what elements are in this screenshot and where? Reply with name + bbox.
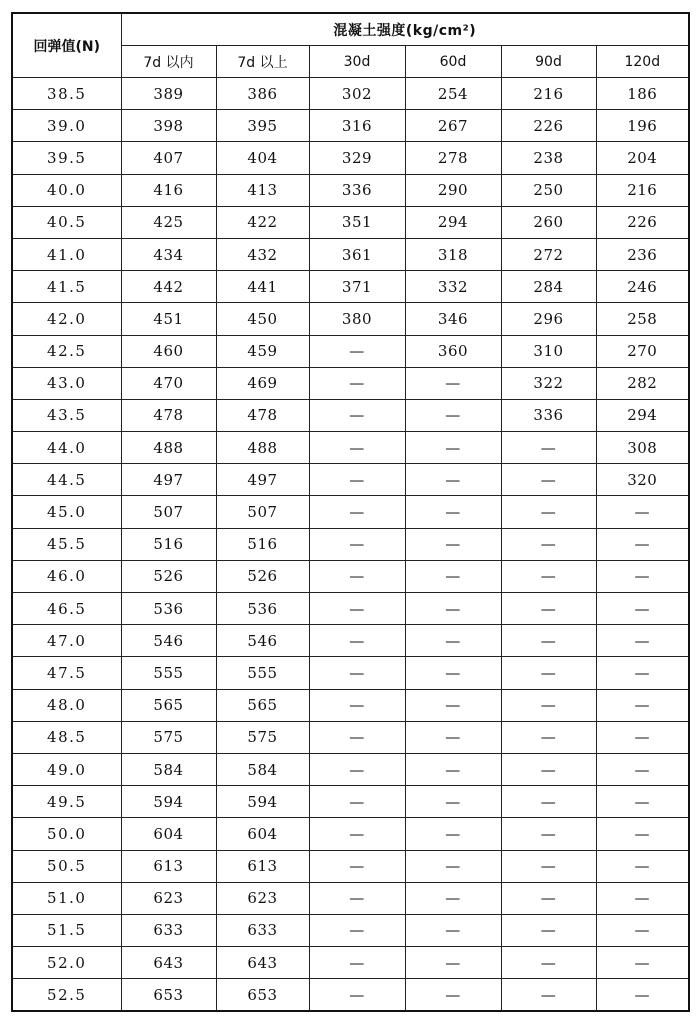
strength-cell: — (309, 979, 405, 1012)
strength-cell: — (309, 947, 405, 979)
strength-cell: — (596, 657, 689, 689)
strength-cell: — (501, 560, 596, 592)
strength-cell: 459 (216, 335, 309, 367)
table-row (12, 850, 689, 882)
strength-cell: 432 (216, 238, 309, 270)
rebound-value-cell: 49.0 (12, 753, 121, 785)
table-row (12, 753, 689, 785)
rebound-value-cell: 47.0 (12, 625, 121, 657)
strength-cell: — (596, 496, 689, 528)
strength-cell: — (309, 432, 405, 464)
strength-cell: 290 (405, 174, 501, 206)
strength-cell: — (405, 979, 501, 1012)
strength-cell: — (596, 882, 689, 914)
strength-cell: — (309, 593, 405, 625)
strength-cell: 594 (216, 786, 309, 818)
rebound-value-cell: 40.5 (12, 206, 121, 238)
rebound-value-cell: 44.0 (12, 432, 121, 464)
strength-cell: 395 (216, 110, 309, 142)
strength-cell: 380 (309, 303, 405, 335)
strength-cell: — (501, 432, 596, 464)
strength-cell: — (405, 947, 501, 979)
rebound-value-cell: 40.0 (12, 174, 121, 206)
strength-cell: 284 (501, 271, 596, 303)
strength-cell: 478 (121, 399, 216, 431)
strength-cell: 450 (216, 303, 309, 335)
strength-cell: — (309, 786, 405, 818)
table-header (12, 13, 689, 78)
table-row (12, 689, 689, 721)
strength-cell: 308 (596, 432, 689, 464)
strength-cell: — (596, 979, 689, 1012)
strength-cell: 536 (121, 593, 216, 625)
strength-cell: 322 (501, 367, 596, 399)
rebound-value-cell: 51.0 (12, 882, 121, 914)
strength-cell: 555 (121, 657, 216, 689)
strength-cell: 371 (309, 271, 405, 303)
strength-cell: — (309, 721, 405, 753)
strength-cell: — (501, 721, 596, 753)
strength-cell: — (309, 335, 405, 367)
strength-cell: 318 (405, 238, 501, 270)
strength-cell: — (501, 786, 596, 818)
strength-cell: 442 (121, 271, 216, 303)
strength-cell: 258 (596, 303, 689, 335)
strength-cell: 488 (216, 432, 309, 464)
strength-cell: — (501, 625, 596, 657)
strength-cell: 441 (216, 271, 309, 303)
strength-cell: — (501, 593, 596, 625)
strength-cell: 238 (501, 142, 596, 174)
strength-cell: 507 (121, 496, 216, 528)
strength-cell: 336 (501, 399, 596, 431)
strength-cell: — (309, 528, 405, 560)
strength-cell: 386 (216, 78, 309, 110)
strength-cell: 226 (501, 110, 596, 142)
strength-cell: — (309, 560, 405, 592)
strength-cell: — (405, 721, 501, 753)
strength-cell: — (405, 657, 501, 689)
age-header-120d: 120d (596, 46, 689, 78)
table-row (12, 78, 689, 110)
strength-cell: 507 (216, 496, 309, 528)
strength-cell: 451 (121, 303, 216, 335)
strength-cell: — (501, 914, 596, 946)
table-row (12, 110, 689, 142)
strength-cell: 278 (405, 142, 501, 174)
strength-cell: — (596, 753, 689, 785)
strength-cell: 546 (121, 625, 216, 657)
strength-cell: 250 (501, 174, 596, 206)
strength-cell: 272 (501, 238, 596, 270)
rebound-value-cell: 41.5 (12, 271, 121, 303)
strength-cell: 360 (405, 335, 501, 367)
table-row (12, 399, 689, 431)
strength-cell: 460 (121, 335, 216, 367)
strength-cell: 497 (216, 464, 309, 496)
table-row (12, 786, 689, 818)
strength-cell: — (596, 818, 689, 850)
strength-cell: — (405, 689, 501, 721)
rebound-value-cell: 47.5 (12, 657, 121, 689)
strength-cell: 653 (216, 979, 309, 1012)
table-row (12, 947, 689, 979)
strength-cell: 526 (121, 560, 216, 592)
strength-cell: 398 (121, 110, 216, 142)
strength-cell: — (405, 818, 501, 850)
strength-cell: — (501, 947, 596, 979)
strength-cell: 633 (121, 914, 216, 946)
strength-cell: 488 (121, 432, 216, 464)
rebound-value-cell: 52.5 (12, 979, 121, 1012)
strength-cell: — (405, 464, 501, 496)
strength-cell: — (405, 914, 501, 946)
table-row (12, 625, 689, 657)
table-row (12, 271, 689, 303)
strength-cell: 546 (216, 625, 309, 657)
strength-cell: 260 (501, 206, 596, 238)
strength-cell: — (309, 496, 405, 528)
strength-cell: 555 (216, 657, 309, 689)
strength-cell: 296 (501, 303, 596, 335)
strength-cell: 346 (405, 303, 501, 335)
strength-cell: — (501, 464, 596, 496)
strength-cell: 254 (405, 78, 501, 110)
strength-cell: — (596, 721, 689, 753)
strength-cell: 404 (216, 142, 309, 174)
strength-cell: 413 (216, 174, 309, 206)
strength-cell: — (405, 367, 501, 399)
table-row (12, 496, 689, 528)
strength-cell: 267 (405, 110, 501, 142)
strength-cell: — (405, 850, 501, 882)
strength-cell: 604 (216, 818, 309, 850)
rebound-value-header: 回弹值(N) (12, 13, 121, 78)
table-row (12, 464, 689, 496)
table-row (12, 721, 689, 753)
strength-cell: 422 (216, 206, 309, 238)
strength-cell: 643 (216, 947, 309, 979)
strength-cell: — (309, 818, 405, 850)
strength-cell: 497 (121, 464, 216, 496)
strength-cell: — (596, 528, 689, 560)
age-header-over-7d: 7d 以上 (216, 46, 309, 78)
strength-cell: 478 (216, 399, 309, 431)
strength-cell: — (309, 689, 405, 721)
strength-cell: 594 (121, 786, 216, 818)
rebound-strength-table (11, 12, 690, 1012)
strength-cell: — (405, 882, 501, 914)
table-row (12, 528, 689, 560)
strength-cell: 584 (121, 753, 216, 785)
strength-cell: 643 (121, 947, 216, 979)
rebound-value-cell: 41.0 (12, 238, 121, 270)
strength-cell: — (309, 464, 405, 496)
table-row (12, 882, 689, 914)
strength-cell: 425 (121, 206, 216, 238)
rebound-value-cell: 45.0 (12, 496, 121, 528)
rebound-value-cell: 51.5 (12, 914, 121, 946)
rebound-value-cell: 52.0 (12, 947, 121, 979)
strength-cell: 204 (596, 142, 689, 174)
table-row (12, 657, 689, 689)
table-body (12, 78, 689, 1012)
strength-cell: — (405, 786, 501, 818)
strength-cell: — (501, 496, 596, 528)
strength-cell: 389 (121, 78, 216, 110)
strength-cell: — (596, 689, 689, 721)
strength-cell: — (309, 367, 405, 399)
strength-cell: — (501, 882, 596, 914)
strength-cell: — (309, 399, 405, 431)
strength-cell: 294 (405, 206, 501, 238)
strength-cell: — (501, 753, 596, 785)
strength-cell: 361 (309, 238, 405, 270)
strength-cell: 216 (596, 174, 689, 206)
strength-cell: 516 (216, 528, 309, 560)
strength-cell: — (596, 625, 689, 657)
strength-cell: 216 (501, 78, 596, 110)
strength-cell: — (596, 850, 689, 882)
age-header-within-7d: 7d 以内 (121, 46, 216, 78)
table-row (12, 818, 689, 850)
rebound-value-cell: 46.0 (12, 560, 121, 592)
strength-cell: 623 (121, 882, 216, 914)
strength-cell: 653 (121, 979, 216, 1012)
strength-cell: — (501, 850, 596, 882)
strength-cell: — (405, 753, 501, 785)
strength-cell: — (596, 786, 689, 818)
rebound-value-cell: 48.5 (12, 721, 121, 753)
rebound-value-cell: 46.5 (12, 593, 121, 625)
strength-cell: 226 (596, 206, 689, 238)
table-row (12, 367, 689, 399)
table-row (12, 238, 689, 270)
rebound-value-cell: 43.5 (12, 399, 121, 431)
strength-cell: — (501, 528, 596, 560)
strength-cell: 246 (596, 271, 689, 303)
strength-cell: — (309, 914, 405, 946)
strength-cell: 470 (121, 367, 216, 399)
strength-cell: 416 (121, 174, 216, 206)
strength-cell: 351 (309, 206, 405, 238)
strength-cell: — (405, 432, 501, 464)
rebound-value-cell: 38.5 (12, 78, 121, 110)
strength-cell: 310 (501, 335, 596, 367)
rebound-value-cell: 45.5 (12, 528, 121, 560)
table-row (12, 979, 689, 1012)
strength-cell: — (501, 818, 596, 850)
strength-cell: 565 (216, 689, 309, 721)
strength-cell: 186 (596, 78, 689, 110)
strength-cell: — (596, 947, 689, 979)
strength-cell: — (501, 689, 596, 721)
strength-cell: 469 (216, 367, 309, 399)
strength-cell: 196 (596, 110, 689, 142)
strength-cell: 294 (596, 399, 689, 431)
table-row (12, 914, 689, 946)
strength-cell: — (405, 496, 501, 528)
strength-cell: 329 (309, 142, 405, 174)
strength-cell: 332 (405, 271, 501, 303)
strength-cell: — (405, 593, 501, 625)
strength-cell: 633 (216, 914, 309, 946)
age-header-90d: 90d (501, 46, 596, 78)
strength-cell: 282 (596, 367, 689, 399)
strength-cell: 516 (121, 528, 216, 560)
table-row (12, 142, 689, 174)
strength-cell: 575 (121, 721, 216, 753)
strength-cell: — (596, 593, 689, 625)
rebound-value-cell: 42.5 (12, 335, 121, 367)
strength-cell: — (501, 657, 596, 689)
rebound-value-cell: 39.0 (12, 110, 121, 142)
strength-cell: 613 (121, 850, 216, 882)
strength-cell: — (405, 399, 501, 431)
strength-cell: 584 (216, 753, 309, 785)
rebound-value-cell: 50.0 (12, 818, 121, 850)
strength-cell: — (309, 625, 405, 657)
strength-cell: 604 (121, 818, 216, 850)
strength-cell: 336 (309, 174, 405, 206)
rebound-value-cell: 48.0 (12, 689, 121, 721)
table-row (12, 303, 689, 335)
table-row (12, 335, 689, 367)
strength-cell: — (309, 753, 405, 785)
table-row (12, 560, 689, 592)
rebound-value-cell: 44.5 (12, 464, 121, 496)
strength-cell: 302 (309, 78, 405, 110)
rebound-value-cell: 50.5 (12, 850, 121, 882)
strength-cell: 526 (216, 560, 309, 592)
rebound-value-cell: 42.0 (12, 303, 121, 335)
strength-cell: — (309, 882, 405, 914)
strength-cell: 565 (121, 689, 216, 721)
table-row (12, 593, 689, 625)
rebound-value-cell: 49.5 (12, 786, 121, 818)
table-row (12, 206, 689, 238)
strength-cell: — (309, 657, 405, 689)
strength-cell: — (405, 560, 501, 592)
age-header-60d: 60d (405, 46, 501, 78)
table-row (12, 432, 689, 464)
concrete-strength-header: 混凝土强度(kg/cm²) (121, 13, 689, 46)
strength-cell: — (596, 560, 689, 592)
strength-cell: 536 (216, 593, 309, 625)
rebound-value-cell: 39.5 (12, 142, 121, 174)
strength-cell: 613 (216, 850, 309, 882)
rebound-value-cell: 43.0 (12, 367, 121, 399)
strength-cell: — (405, 625, 501, 657)
strength-cell: 236 (596, 238, 689, 270)
strength-cell: — (309, 850, 405, 882)
table-row (12, 174, 689, 206)
strength-cell: 623 (216, 882, 309, 914)
strength-cell: — (501, 979, 596, 1012)
strength-cell: 407 (121, 142, 216, 174)
strength-cell: 270 (596, 335, 689, 367)
strength-cell: 575 (216, 721, 309, 753)
strength-cell: 316 (309, 110, 405, 142)
strength-cell: — (596, 914, 689, 946)
age-header-30d: 30d (309, 46, 405, 78)
strength-cell: 434 (121, 238, 216, 270)
strength-cell: 320 (596, 464, 689, 496)
strength-cell: — (405, 528, 501, 560)
